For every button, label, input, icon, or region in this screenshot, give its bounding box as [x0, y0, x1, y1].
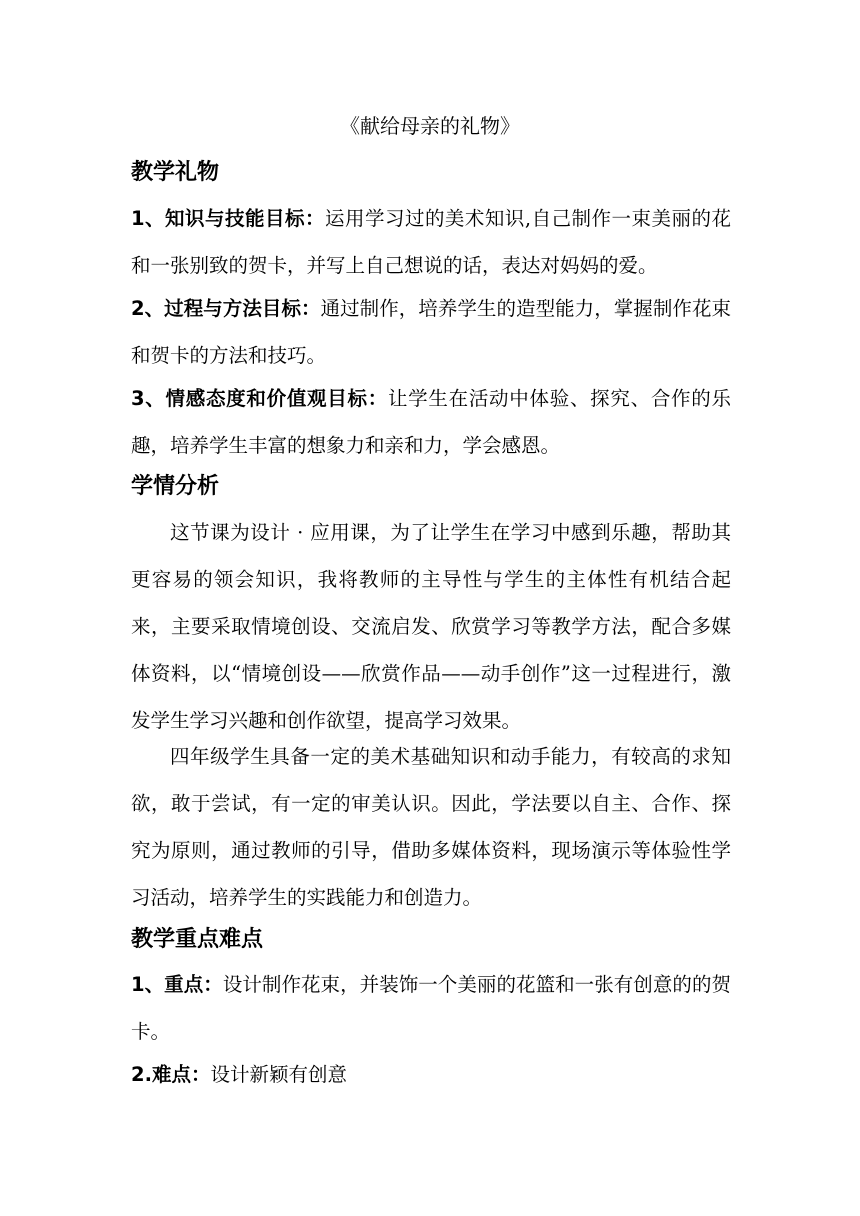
section-heading-key-points: 教学重点难点: [131, 927, 264, 952]
section-heading-student-analysis: 学情分析: [131, 474, 220, 499]
difficulty-item: [131, 1051, 731, 1098]
goal-label: 3、情感态度和价值观目标：: [131, 387, 388, 410]
section-heading-teaching-goals: 教学礼物: [131, 160, 220, 185]
goal-label: 2、过程与方法目标：: [131, 297, 321, 320]
key-point-item: [131, 961, 731, 1055]
analysis-paragraph: 这节课为设计 · 应用课，为了让学生在学习中感到乐趣，帮助其更容易的领会知识，我将教师的主导性与学生的主体性有机结合起来，主要采取情境创设、交流启发、欣赏学习等教学方法，配合多媒体资料，以“情境创设——欣赏作品——动手创作”这一过程进行，激发学生学习兴趣和创作欲望，提高学习效果。: [131, 521, 731, 732]
goal-text: 让学生在活动中体验、探究、合作的乐趣，培养学生丰富的想象力和亲和力，学会感恩。: [131, 387, 731, 457]
analysis-paragraph: 四年级学生具备一定的美术基础知识和动手能力，有较高的求知欲，敢于尝试，有一定的审美认识。因此，学法要以自主、合作、探究为原则，通过教师的引导，借助多媒体资料，现场演示等体验性学习活动，培养学生的实践能力和创造力。: [131, 745, 731, 909]
goal-item-knowledge: [131, 195, 731, 289]
document-title: 《献给母亲的礼物》: [340, 114, 520, 138]
key-point-text: 设计制作花束，并装饰一个美丽的花篮和一张有创意的的贺卡。: [131, 973, 731, 1043]
goal-item-process: [131, 285, 731, 379]
goal-text: 运用学习过的美术知识,自己制作一束美丽的花和一张别致的贺卡，并写上自己想说的话，表达对妈妈的爱。: [131, 207, 731, 277]
goal-text: 通过制作，培养学生的造型能力，掌握制作花束和贺卡的方法和技巧。: [131, 297, 731, 367]
difficulty-label: 2.难点：: [131, 1063, 211, 1086]
key-point-label: 1、重点：: [131, 973, 223, 996]
goal-item-emotion: [131, 375, 731, 469]
goal-label: 1、知识与技能目标：: [131, 207, 325, 230]
difficulty-text: 设计新颖有创意: [210, 1063, 347, 1086]
